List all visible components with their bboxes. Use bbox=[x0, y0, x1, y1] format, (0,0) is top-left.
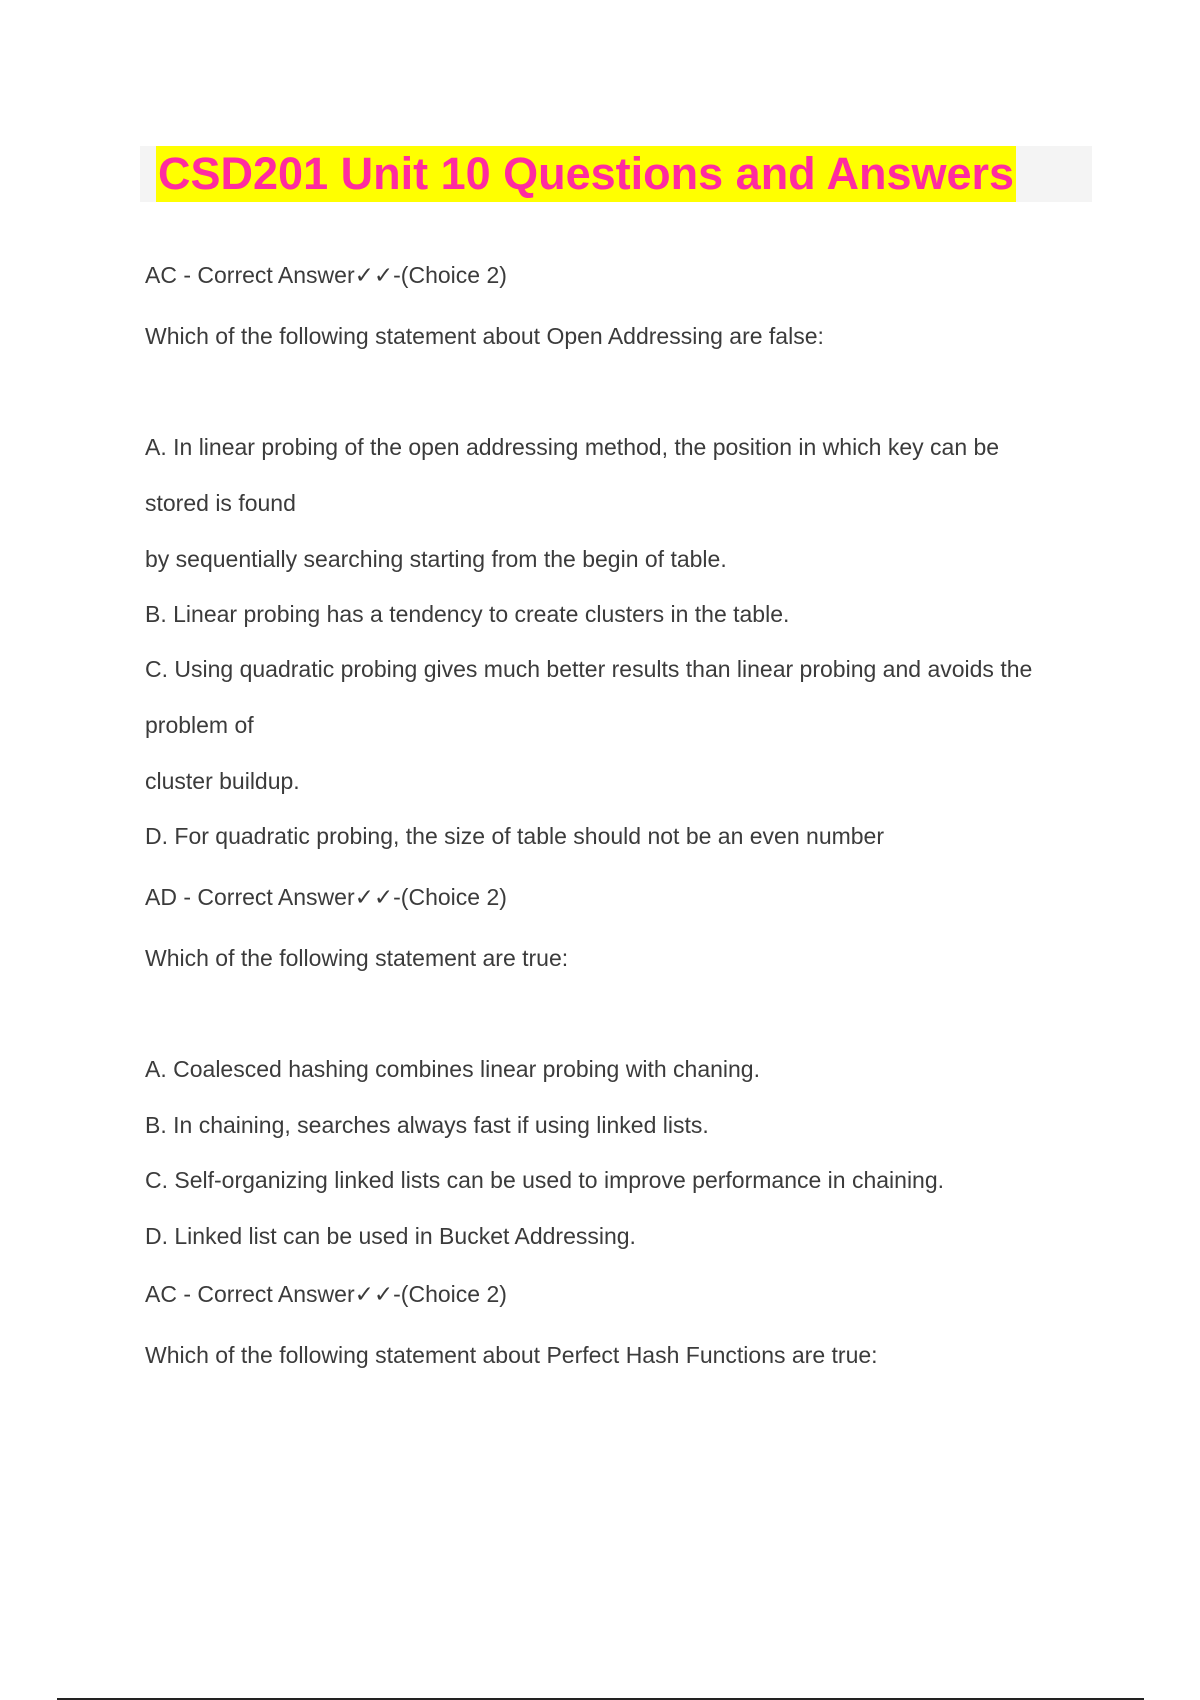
answer-line: AC - Correct Answer✓✓-(Choice 2) bbox=[145, 1281, 507, 1307]
option-line: problem of bbox=[145, 712, 254, 738]
document-title: CSD201 Unit 10 Questions and Answers bbox=[156, 146, 1016, 202]
option-line: cluster buildup. bbox=[145, 768, 300, 794]
option-line: B. Linear probing has a tendency to create clusters in the table. bbox=[145, 601, 790, 627]
answer-line: AD - Correct Answer✓✓-(Choice 2) bbox=[145, 884, 507, 910]
question-line: Which of the following statement are true: bbox=[145, 945, 569, 971]
option-line: A. In linear probing of the open addressing method, the position in which key can be bbox=[145, 434, 1000, 460]
question-line: Which of the following statement about Open Addressing are false: bbox=[145, 323, 824, 349]
option-line: A. Coalesced hashing combines linear probing with chaning. bbox=[145, 1056, 760, 1082]
option-line: D. Linked list can be used in Bucket Addressing. bbox=[145, 1223, 636, 1249]
option-line: C. Using quadratic probing gives much better results than linear probing and avoids the bbox=[145, 656, 1033, 682]
option-line: D. For quadratic probing, the size of table should not be an even number bbox=[145, 823, 885, 849]
option-line: B. In chaining, searches always fast if using linked lists. bbox=[145, 1112, 709, 1138]
answer-line: AC - Correct Answer✓✓-(Choice 2) bbox=[145, 262, 507, 288]
option-line: by sequentially searching starting from the begin of table. bbox=[145, 546, 727, 572]
question-line: Which of the following statement about Perfect Hash Functions are true: bbox=[145, 1342, 878, 1368]
title-banner bbox=[140, 146, 1092, 202]
option-line: stored is found bbox=[145, 490, 296, 516]
option-line: C. Self-organizing linked lists can be used to improve performance in chaining. bbox=[145, 1167, 945, 1193]
